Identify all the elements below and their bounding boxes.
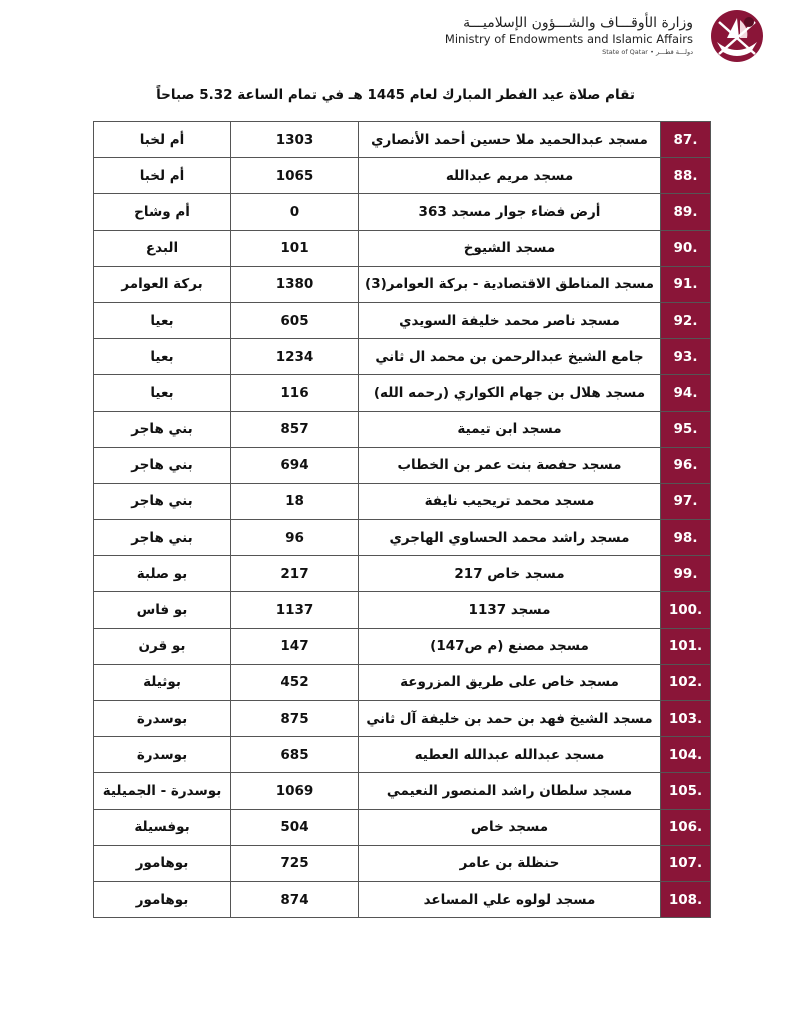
mosque-area: بركة العوامر <box>94 266 231 302</box>
row-number: 98. <box>661 520 711 556</box>
row-number: 106. <box>661 809 711 845</box>
mosque-number: 1065 <box>231 158 359 194</box>
ministry-name-english: Ministry of Endowments and Islamic Affairs <box>444 32 693 46</box>
mosque-area: أم لخبا <box>94 122 231 158</box>
mosque-area: بو صلبة <box>94 556 231 592</box>
row-number: 96. <box>661 447 711 483</box>
mosque-name: مسجد راشد محمد الحساوي الهاجري <box>359 520 661 556</box>
table-row <box>94 664 711 700</box>
table-row <box>94 773 711 809</box>
mosque-number: 605 <box>231 302 359 338</box>
row-number: 90. <box>661 230 711 266</box>
mosque-name: مسجد مصنع (م ص147) <box>359 628 661 664</box>
ministry-name-arabic: وزارة الأوقـــاف والشـــؤون الإسلاميـــة <box>463 15 693 31</box>
mosque-area: بعيا <box>94 302 231 338</box>
state-of-qatar <box>413 47 693 57</box>
mosque-number: 101 <box>231 230 359 266</box>
mosque-name: مسجد مريم عبدالله <box>359 158 661 194</box>
mosque-number: 685 <box>231 737 359 773</box>
table-row <box>94 194 711 230</box>
ministry-logo-block <box>409 8 769 68</box>
mosque-number: 0 <box>231 194 359 230</box>
table-row <box>94 302 711 338</box>
mosque-area: البدع <box>94 230 231 266</box>
mosque-area: بوهامور <box>94 881 231 917</box>
mosque-number: 147 <box>231 628 359 664</box>
mosque-name: حنظلة بن عامر <box>359 845 661 881</box>
table-row <box>94 701 711 737</box>
table-row <box>94 158 711 194</box>
mosque-name: مسجد محمد تريحيب نايفة <box>359 483 661 519</box>
mosque-name: مسجد ناصر محمد خليفة السويدي <box>359 302 661 338</box>
mosque-number: 452 <box>231 664 359 700</box>
row-number: 107. <box>661 845 711 881</box>
row-number: 103. <box>661 701 711 737</box>
table-row <box>94 266 711 302</box>
mosque-number: 116 <box>231 375 359 411</box>
mosque-area: بوسدرة <box>94 701 231 737</box>
mosque-name: مسجد عبدالحميد ملا حسين أحمد الأنصاري <box>359 122 661 158</box>
state-arabic: دولـــة قطـــر <box>655 48 693 56</box>
mosque-area: أم لخبا <box>94 158 231 194</box>
mosque-area: بوسدرة <box>94 737 231 773</box>
table-row <box>94 339 711 375</box>
mosque-number: 1303 <box>231 122 359 158</box>
table-row <box>94 556 711 592</box>
mosque-name: مسجد خاص على طريق المزروعة <box>359 664 661 700</box>
mosque-number: 725 <box>231 845 359 881</box>
table-row <box>94 628 711 664</box>
mosque-number: 18 <box>231 483 359 519</box>
row-number: 99. <box>661 556 711 592</box>
table-row <box>94 592 711 628</box>
mosque-name: مسجد عبدالله عبدالله العطيه <box>359 737 661 773</box>
table-row <box>94 447 711 483</box>
row-number: 108. <box>661 881 711 917</box>
mosque-number: 96 <box>231 520 359 556</box>
mosque-number: 1069 <box>231 773 359 809</box>
row-number: 87. <box>661 122 711 158</box>
row-number: 91. <box>661 266 711 302</box>
mosque-number: 217 <box>231 556 359 592</box>
mosque-name: مسجد 1137 <box>359 592 661 628</box>
mosque-area: بوثيلة <box>94 664 231 700</box>
mosque-name: مسجد حفصة بنت عمر بن الخطاب <box>359 447 661 483</box>
row-number: 92. <box>661 302 711 338</box>
mosque-area: بني هاجر <box>94 483 231 519</box>
mosque-number: 1137 <box>231 592 359 628</box>
row-number: 95. <box>661 411 711 447</box>
mosque-name: مسجد لولوه علي المساعد <box>359 881 661 917</box>
mosque-name: مسجد الشيوخ <box>359 230 661 266</box>
mosque-area: بو فاس <box>94 592 231 628</box>
mosque-name: مسجد سلطان راشد المنصور النعيمي <box>359 773 661 809</box>
table-row <box>94 520 711 556</box>
mosque-area: أم وشاح <box>94 194 231 230</box>
mosque-area: بعيا <box>94 375 231 411</box>
mosque-area: بوفسيلة <box>94 809 231 845</box>
mosque-number: 504 <box>231 809 359 845</box>
mosque-name: مسجد المناطق الاقتصادية - بركة العوامر(3) <box>359 266 661 302</box>
table-row <box>94 411 711 447</box>
row-number: 104. <box>661 737 711 773</box>
row-number: 100. <box>661 592 711 628</box>
mosque-number: 874 <box>231 881 359 917</box>
mosque-name: مسجد ابن تيمية <box>359 411 661 447</box>
mosque-name: أرض فضاء جوار مسجد 363 <box>359 194 661 230</box>
mosque-name: مسجد خاص <box>359 809 661 845</box>
qatar-emblem-icon <box>705 8 769 66</box>
table-row <box>94 375 711 411</box>
table-row <box>94 881 711 917</box>
row-number: 102. <box>661 664 711 700</box>
state-separator: • <box>650 48 656 56</box>
mosque-area: بني هاجر <box>94 447 231 483</box>
mosque-number: 875 <box>231 701 359 737</box>
mosque-area: بني هاجر <box>94 411 231 447</box>
table-row <box>94 845 711 881</box>
table-row <box>94 737 711 773</box>
row-number: 105. <box>661 773 711 809</box>
mosque-number: 1380 <box>231 266 359 302</box>
page-title: تقام صلاة عيد الفطر المبارك لعام 1445 هـ في تمام الساعة 5.32 صباحاً <box>156 87 635 103</box>
mosque-number: 694 <box>231 447 359 483</box>
mosque-number: 857 <box>231 411 359 447</box>
table-row <box>94 809 711 845</box>
row-number: 101. <box>661 628 711 664</box>
mosque-area: بوسدرة - الجميلية <box>94 773 231 809</box>
table-row <box>94 230 711 266</box>
mosque-area: بعيا <box>94 339 231 375</box>
table-row <box>94 122 711 158</box>
state-english: State of Qatar <box>602 48 648 56</box>
mosque-name: مسجد خاص 217 <box>359 556 661 592</box>
row-number: 88. <box>661 158 711 194</box>
row-number: 89. <box>661 194 711 230</box>
mosque-number: 1234 <box>231 339 359 375</box>
mosque-name: جامع الشيخ عبدالرحمن بن محمد ال ثاني <box>359 339 661 375</box>
row-number: 94. <box>661 375 711 411</box>
table-row <box>94 483 711 519</box>
mosque-table <box>93 121 711 918</box>
mosque-name: مسجد الشيخ فهد بن حمد بن خليفة آل ثاني <box>359 701 661 737</box>
mosque-name: مسجد هلال بن جهام الكواري (رحمه الله) <box>359 375 661 411</box>
row-number: 97. <box>661 483 711 519</box>
ministry-name <box>413 14 693 57</box>
row-number: 93. <box>661 339 711 375</box>
mosque-area: بو قرن <box>94 628 231 664</box>
mosque-area: بني هاجر <box>94 520 231 556</box>
mosque-area: بوهامور <box>94 845 231 881</box>
